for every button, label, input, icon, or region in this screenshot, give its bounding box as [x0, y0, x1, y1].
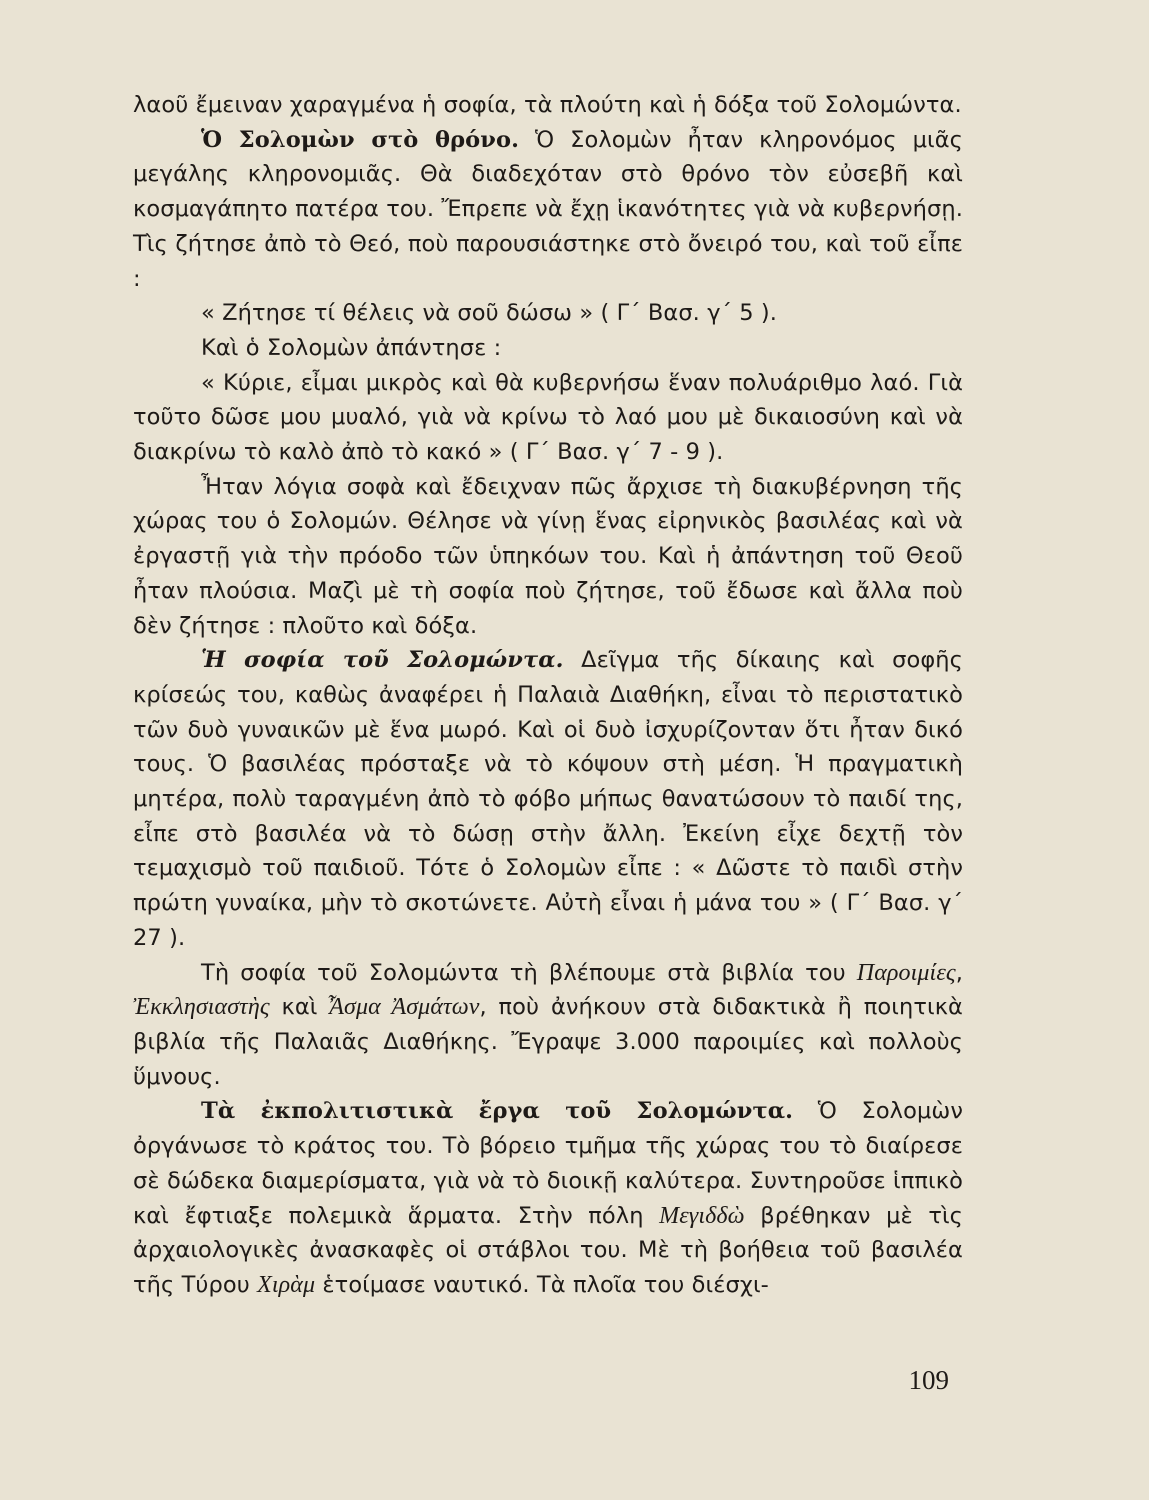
paragraph-text: Ἦταν λόγια σοφὰ καὶ ἔδειχναν πῶς ἄρχισε τὴ διακυβέρνηση τῆς χώρας του ὁ Σολομών. Θέλησε νὰ γίνῃ ἕνας εἰρηνικὸς βασιλέας καὶ νὰ ἐργαστῇ γιὰ τὴν πρόοδο τῶν ὑπηκόων του. Καὶ ἡ ἀπάντηση τοῦ Θεοῦ ἦταν πλούσια. Μαζὶ μὲ τὴ σοφία ποὺ ζήτησε, τοῦ ἔδωσε καὶ ἄλλα ποὺ δὲν ζήτησε : πλοῦτο καὶ δόξα. [133, 473, 963, 639]
paragraph-text: Τὴ σοφία τοῦ Σολομώντα τὴ βλέπουμε στὰ βιβλία του [201, 959, 857, 986]
separator: , [955, 959, 963, 986]
paragraph-text: Δεῖγμα τῆς δίκαιης καὶ σοφῆς κρίσεώς του, καθὼς ἀναφέρει ἡ Παλαιὰ Διαθήκη, εἶναι τὸ περιστατικὸ τῶν δυὸ γυναικῶν μὲ ἕνα μωρό. Καὶ οἱ δυὸ ἰσχυρίζονταν ὅτι ἦταν δικό τους. Ὁ βασιλέας πρόσταξε νὰ τὸ κόψουν στὴ μέση. Ἡ πραγματικὴ μητέρα, πολὺ ταραγμένη ἀπὸ τὸ φόβο μήπως θανατώσουν τὸ παιδί της, εἶπε στὸ βασιλέα νὰ τὸ δώσῃ στὴν ἄλλη. Ἐκείνη εἶχε δεχτῇ τὸν τεμαχισμὸ τοῦ παιδιοῦ. Τότε ὁ Σολομὼν εἶπε : « Δῶστε τὸ παιδὶ στὴν πρώτη γυναίκα, μὴν τὸ σκοτώνετε. Αὐτὴ εἶναι ἡ μάνα του » ( Γ΄ Βασ. γ΄ 27 ). [133, 647, 963, 951]
section-wisdom [133, 643, 963, 955]
paragraph-text: , ποὺ ἀνήκουν στὰ διδακτικὰ ἢ ποιητικὰ βιβλία τῆς Παλαιᾶς Διαθήκης. Ἔγραψε 3.000 παροιμίες καὶ πολλοὺς ὕμνους. [133, 994, 963, 1090]
paragraph-intro [133, 88, 963, 123]
section-heading: Ὁ Σολομὼν στὸ θρόνο. [201, 126, 520, 153]
quote-god [133, 296, 963, 331]
quote-text: « Ζήτησε τί θέλεις νὰ σοῦ δώσω » ( Γ΄ Βασ. γ΄ 5 ). [201, 300, 778, 327]
section-works [133, 1094, 963, 1302]
book-title: Ἆσμα Ἀσμάτων [329, 994, 480, 1021]
page-number: 109 [908, 1365, 949, 1395]
paragraph-text: Ὁ Σολομὼν ὀργάνωσε τὸ κράτος του. Τὸ βόρειο τμῆμα τῆς χώρας του τὸ διαίρεσε σὲ δώδεκα διαμερίσματα, γιὰ νὰ τὸ διοικῇ καλύτερα. Συντηροῦσε ἱππικὸ καὶ ἔφτιαξε πολεμικὰ ἅρματα. Στὴν πόλη [133, 1098, 963, 1229]
paragraph-text: ἑτοίμασε ναυτικό. Τὰ πλοῖα του διέσχι- [315, 1271, 769, 1298]
section-throne [133, 123, 963, 297]
book-title: Παροιμίες [856, 959, 956, 986]
person-name: Χιρὰμ [257, 1271, 316, 1298]
reply-line [133, 331, 963, 366]
separator: καὶ [269, 994, 330, 1021]
paragraph-books [133, 956, 963, 1095]
paragraph-text: Ὁ Σολομὼν ἦταν κληρονόμος μιᾶς μεγάλης κληρονομιᾶς. Θὰ διαδεχόταν στὸ θρόνο τὸν εὐσεβῆ καὶ κοσμαγάπητο πατέρα του. Ἔπρεπε νὰ ἔχῃ ἱκανότητες γιὰ νὰ κυβερνήσῃ. Τὶς ζήτησε ἀπὸ τὸ Θεό, ποὺ παρουσιάστηκε στὸ ὄνειρό του, καὶ τοῦ εἶπε : [133, 126, 963, 292]
paragraph-text: λαοῦ ἔμειναν χαραγμένα ἡ σοφία, τὰ πλούτη καὶ ἡ δόξα τοῦ Σολομώντα. [133, 92, 962, 118]
place-name: Μεγιδδὼ [659, 1202, 745, 1229]
quote-solomon [133, 366, 963, 470]
paragraph-wise-words [133, 470, 963, 644]
section-heading: Τὰ ἐκπολιτιστικὰ ἔργα τοῦ Σολομώντα. [201, 1098, 794, 1125]
book-title: Ἐκκλησιαστὴς [133, 994, 270, 1021]
paragraph-text: Καὶ ὁ Σολομὼν ἀπάντησε : [201, 334, 502, 361]
document-page [133, 88, 963, 1303]
quote-text: « Κύριε, εἶμαι μικρὸς καὶ θὰ κυβερνήσω ἕναν πολυάριθμο λαό. Γιὰ τοῦτο δῶσε μου μυαλό, γιὰ νὰ κρίνω τὸ λαό μου μὲ δικαιοσύνη καὶ νὰ διακρίνω τὸ καλὸ ἀπὸ τὸ κακό » ( Γ΄ Βασ. γ΄ 7 - 9 ). [133, 369, 963, 466]
paragraph-text: βρέθηκαν μὲ τὶς ἀρχαιολογικὲς ἀνασκαφὲς οἱ στάβλοι του. Μὲ τὴ βοήθεια τοῦ βασιλέα τῆς Τύρου [133, 1202, 963, 1298]
section-heading: Ἡ σοφία τοῦ Σολομώντα. [201, 647, 564, 674]
